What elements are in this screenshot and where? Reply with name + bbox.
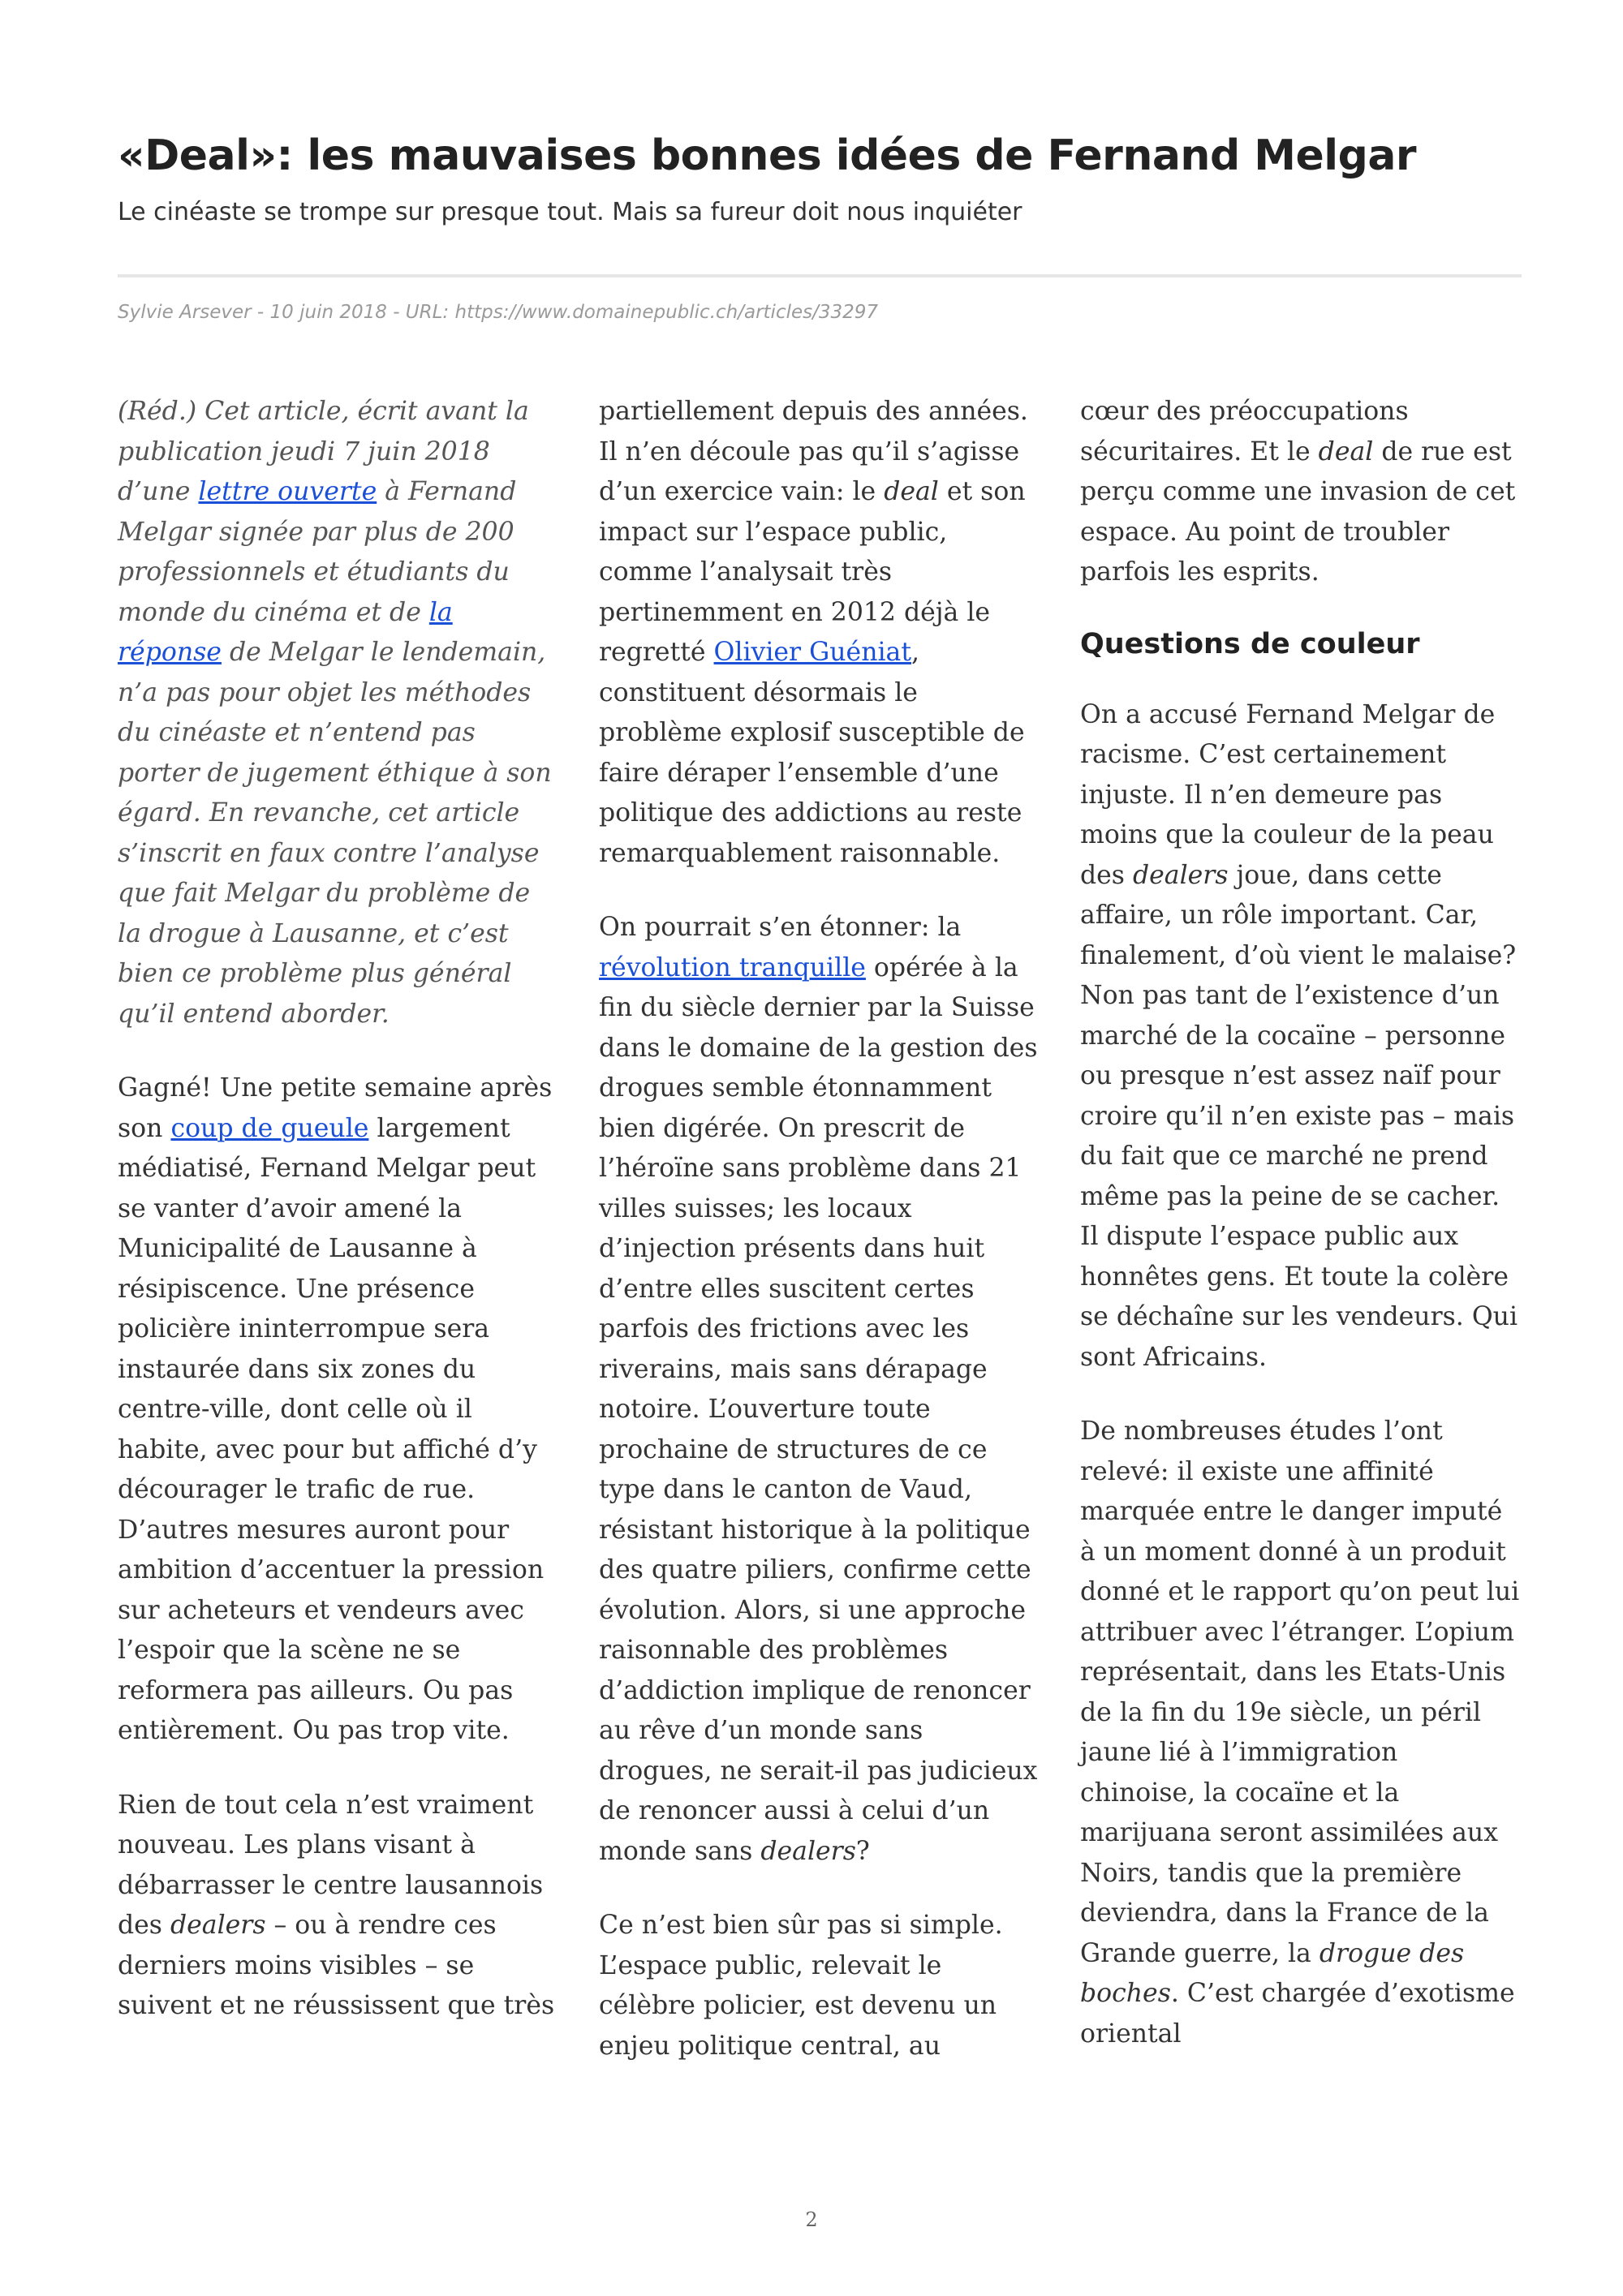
editor-note: (Réd.) Cet article, écrit avant la publication jeudi 7 juin 2018 d’une lettre ouverte à Fernand Melgar signée par plus de 200 professionnels et étudiants du monde du cinéma et de la réponse de Melgar le lendemain, n’a pas pour objet les méthodes du cinéaste et n’entend pas porter de jugement éthique à son égard. En revanche, cet article s’inscrit en faux contre l’analyse que fait Melgar du problème de la drogue à Lausanne, et c’est bien ce problème plus général qu’il entend aborder. <box>118 397 552 1029</box>
la-reponse-link[interactable]: la réponse <box>118 597 453 667</box>
paragraph: On pourrait s’en étonner: la révolution tranquille opérée à la fin du siècle dernier par la Suisse dans le domaine de la gestion des drogues semble étonnamment bien digérée. On prescrit de l’héroïne sans problème dans 21 villes suisses; les locaux d’injection présents dans huit d’entre elles suscitent certes parfois des frictions avec les riverains, mais sans dérapage notoire. L’ouverture toute prochaine de structures de ce type dans le canton de Vaud, résistant historique à la politique des quatre piliers, confirme cette évolution. Alors, si une approche raisonnable des problèmes d’addiction implique de renoncer au rêve d’un monde sans drogues, ne serait-il pas judicieux de renoncer aussi à celui d’un monde sans dealers? <box>599 913 1038 1866</box>
paragraph: partiellement depuis des années. Il n’en découle pas qu’il s’agisse d’un exercice vain: le deal et son impact sur l’espace public, comme l’analysait très pertinemment en 2012 déjà le regretté Olivier Guéniat, constituent désormais le problème explosif susceptible de faire déraper l’ensemble d’une politique des addictions au reste remarquablement raisonnable. <box>599 397 1028 868</box>
section-heading: Questions de couleur <box>1080 627 1420 660</box>
paragraph: Ce n’est bien sûr pas si simple. L’espace public, relevait le célèbre policier, est devenu un enjeu politique central, au <box>599 1911 1003 2061</box>
lettre-ouverte-link[interactable]: lettre ouverte <box>198 477 377 506</box>
revolution-tranquille-link[interactable]: révolution tranquille <box>599 952 866 982</box>
column-1 <box>118 392 558 2177</box>
header-divider <box>118 274 1522 277</box>
column-2 <box>599 392 1040 2177</box>
article-title: «Deal»: les mauvaises bonnes idées de Fernand Melgar <box>118 131 1417 180</box>
article-body <box>118 392 1522 2177</box>
column-3 <box>1080 392 1521 2177</box>
page-number: 2 <box>805 2208 818 2231</box>
coup-de-gueule-link[interactable]: coup de gueule <box>170 1113 369 1143</box>
paragraph: On a accusé Fernand Melgar de racisme. C’est certainement injuste. Il n’en demeure pas moins que la couleur de la peau des dealers joue, dans cette affaire, un rôle important. Car, finalement, d’où vient le malaise? Non pas tant de l’existence d’un marché de la cocaïne – personne ou presque n’est assez naïf pour croire qu’il n’en existe pas – mais du fait que ce marché ne prend même pas la peine de se cacher. Il dispute l’espace public aux honnêtes gens. Et toute la colère se déchaîne sur les vendeurs. Qui sont Africains. <box>1080 699 1518 1372</box>
article-byline: Sylvie Arsever - 10 juin 2018 - URL: https://www.domainepublic.ch/articles/33297 <box>118 302 879 323</box>
paragraph: De nombreuses études l’ont relevé: il existe une affinité marquée entre le danger imputé à un moment donné à un produit donné et le rapport qu’on peut lui attribuer avec l’étranger. L’opium représentait, dans les Etats-Unis de la fin du 19e siècle, un péril jaune lié à l’immigration chinoise, la cocaïne et la marijuana seront assimilées aux Noirs, tandis que la première deviendra, dans la France de la Grande guerre, la drogue des boches. C’est chargée d’exotisme oriental <box>1080 1417 1520 2049</box>
article-header <box>118 131 1522 226</box>
paragraph: cœur des préoccupations sécuritaires. Et le deal de rue est perçu comme une invasion de cet espace. Au point de troubler parfois les esprits. <box>1080 397 1516 587</box>
article-subtitle: Le cinéaste se trompe sur presque tout. Mais sa fureur doit nous inquiéter <box>118 198 1022 226</box>
paragraph: Rien de tout cela n’est vraiment nouveau. Les plans visant à débarrasser le centre lausannois des dealers – ou à rendre ces derniers moins visibles – se suivent et ne réussissent que très <box>118 1790 555 2020</box>
olivier-gueniat-link[interactable]: Olivier Guéniat <box>713 638 911 667</box>
paragraph: Gagné! Une petite semaine après son coup de gueule largement médiatisé, Fernand Melgar peut se vanter d’avoir amené la Municipalité de Lausanne à résipiscence. Une présence policière ininterrompue sera instaurée dans six zones du centre-ville, dont celle où il habite, avec pour but affiché d’y décourager le trafic de rue. D’autres mesures auront pour ambition d’accentuer la pression sur acheteurs et vendeurs avec l’espoir que la scène ne se reformera pas ailleurs. Ou pas entièrement. Ou pas trop vite. <box>118 1073 553 1745</box>
